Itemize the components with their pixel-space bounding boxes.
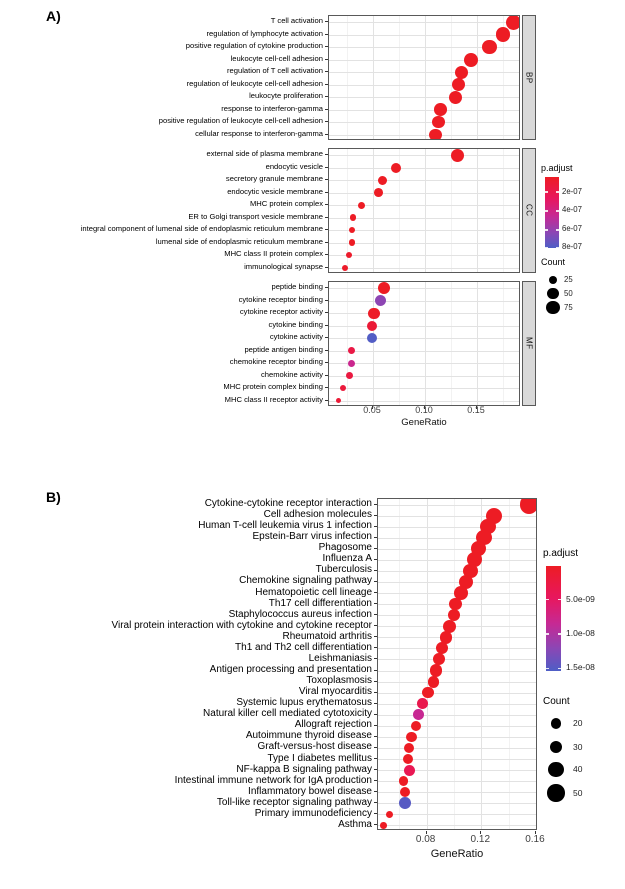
term-label: MHC protein complex binding	[223, 382, 323, 391]
enrichment-dot	[403, 754, 413, 764]
term-label: external side of plasma membrane	[206, 149, 323, 158]
legend-gradient-bar	[546, 566, 561, 671]
grid-row-line	[378, 571, 536, 572]
grid-row-line	[329, 301, 519, 302]
term-label: Toxoplasmosis	[306, 675, 372, 687]
grid-row-line	[378, 538, 536, 539]
legend-color-label: 4e-07	[562, 205, 582, 215]
enrichment-dot	[496, 27, 511, 42]
y-tick	[374, 769, 377, 770]
enrichment-dot	[346, 372, 353, 379]
legend-bar-tick	[546, 599, 549, 601]
grid-row-line	[378, 726, 536, 727]
legend-size-dot	[548, 762, 563, 777]
term-label: Th1 and Th2 cell differentiation	[235, 641, 372, 653]
y-tick	[374, 714, 377, 715]
term-label: Asthma	[338, 818, 372, 830]
facet-strip-label: CC	[524, 204, 534, 217]
grid-row-line	[329, 376, 519, 377]
enrichment-dot	[367, 333, 377, 343]
term-label: MHC protein complex	[249, 199, 323, 208]
grid-row-line	[378, 737, 536, 738]
grid-row-line	[329, 122, 519, 123]
term-label: Allograft rejection	[294, 719, 372, 731]
grid-row-line	[378, 748, 536, 749]
enrichment-dot	[386, 811, 394, 819]
legend-size-dot	[546, 301, 560, 315]
y-tick	[325, 192, 328, 193]
legend-size-label: 50	[564, 288, 573, 298]
enrichment-dot	[349, 239, 356, 246]
term-label: Natural killer cell mediated cytotoxicity	[203, 708, 372, 720]
y-tick	[374, 791, 377, 792]
y-tick	[374, 548, 377, 549]
enrichment-dot	[340, 385, 346, 391]
term-label: Leishmaniasis	[308, 652, 372, 664]
term-label: Primary immunodeficiency	[254, 807, 372, 819]
enrichment-dot	[378, 176, 387, 185]
enrichment-dot	[378, 282, 390, 294]
enrichment-dot	[404, 743, 414, 753]
enrichment-dot	[367, 321, 377, 331]
grid-row-line	[329, 351, 519, 352]
term-label: regulation of T cell activation	[227, 66, 323, 75]
legend-bar-tick	[546, 633, 549, 635]
grid-row-line	[329, 193, 519, 194]
y-tick	[374, 725, 377, 726]
grid-row-line	[378, 659, 536, 660]
legend-bar-tick	[558, 633, 561, 635]
legend-bar-tick	[545, 210, 548, 212]
grid-row-line	[329, 230, 519, 231]
term-label: positive regulation of cytokine production	[185, 41, 323, 50]
enrichment-dot	[358, 202, 365, 209]
y-tick	[325, 179, 328, 180]
go-enrichment-dotplot	[0, 0, 625, 440]
enrichment-dot	[336, 398, 341, 403]
facet-panel	[328, 148, 520, 273]
y-tick	[374, 614, 377, 615]
legend-bar-tick	[545, 247, 548, 249]
grid-row-line	[378, 626, 536, 627]
enrichment-dot	[400, 787, 410, 797]
legend-bar-tick	[558, 599, 561, 601]
legend-bar-tick	[556, 229, 559, 231]
enrichment-dot	[350, 214, 357, 221]
x-tick-label: 0.16	[525, 834, 545, 845]
y-tick	[374, 603, 377, 604]
term-label: Viral protein interaction with cytokine and cytokine receptor	[111, 619, 372, 631]
term-label: integral component of lumenal side of endoplasmic reticulum membrane	[80, 224, 323, 233]
y-tick	[374, 824, 377, 825]
enrichment-dot	[391, 163, 401, 173]
enrichment-dot	[432, 116, 444, 128]
grid-row-line	[329, 388, 519, 389]
legend-size-title: Count	[543, 696, 570, 707]
term-label: chemokine receptor binding	[229, 357, 323, 366]
x-axis-title: GeneRatio	[430, 848, 484, 860]
facet-panel	[328, 281, 520, 406]
legend-bar-tick	[545, 191, 548, 193]
legend-size-label: 50	[573, 787, 583, 798]
enrichment-dot	[411, 721, 421, 731]
term-label: immunological synapse	[244, 261, 323, 271]
y-tick	[325, 34, 328, 35]
term-label: cellular response to interferon-gamma	[195, 128, 323, 138]
facet-strip	[522, 281, 536, 406]
x-axis-title: GeneRatio	[401, 417, 447, 428]
y-tick	[325, 287, 328, 288]
y-tick	[325, 21, 328, 22]
facet-panel	[328, 15, 520, 140]
term-label: cytokine activity	[269, 332, 323, 341]
facet-panel	[377, 498, 537, 830]
enrichment-dot	[422, 687, 433, 698]
term-label: MHC class II receptor activity	[224, 394, 323, 404]
legend-color-label: 1.0e-08	[566, 628, 595, 638]
term-label: ER to Golgi transport vesicle membrane	[188, 211, 323, 221]
grid-row-line	[329, 180, 519, 181]
enrichment-dot	[348, 360, 355, 367]
enrichment-dot	[429, 129, 441, 140]
term-label: response to interferon-gamma	[221, 103, 323, 113]
grid-row-line	[378, 549, 536, 550]
term-label: Viral myocarditis	[298, 686, 372, 698]
y-tick	[374, 747, 377, 748]
grid-row-line	[378, 693, 536, 694]
y-tick	[374, 625, 377, 626]
y-tick	[325, 96, 328, 97]
enrichment-dot	[374, 188, 383, 197]
legend-color-label: 6e-07	[562, 224, 582, 234]
y-tick	[325, 121, 328, 122]
y-tick	[325, 154, 328, 155]
y-tick	[325, 400, 328, 401]
term-label: Rheumatoid arthritis	[282, 630, 372, 642]
legend-size-dot	[551, 718, 561, 728]
term-label: T cell activation	[270, 16, 323, 25]
enrichment-dot	[404, 765, 415, 776]
y-tick	[325, 46, 328, 47]
term-label: Systemic lupus erythematosus	[236, 697, 372, 709]
legend-size-label: 75	[564, 302, 573, 312]
enrichment-dot	[449, 91, 462, 104]
term-label: Cell adhesion molecules	[263, 509, 372, 521]
facet-strip-label: MF	[524, 337, 534, 350]
enrichment-dot	[464, 53, 478, 67]
x-tick-label: 0.15	[467, 405, 485, 415]
y-tick	[374, 658, 377, 659]
enrichment-dot	[428, 676, 440, 688]
grid-row-line	[329, 401, 519, 402]
legend-bar-tick	[546, 668, 549, 670]
term-label: peptide antigen binding	[244, 344, 323, 354]
y-tick	[325, 204, 328, 205]
grid-row-line	[378, 648, 536, 649]
term-label: Chemokine signaling pathway	[239, 575, 372, 587]
y-tick	[325, 134, 328, 135]
grid-row-line	[329, 72, 519, 73]
enrichment-dot	[452, 78, 465, 91]
y-tick	[374, 537, 377, 538]
enrichment-dot	[434, 103, 447, 116]
term-label: Inflammatory bowel disease	[248, 785, 372, 797]
enrichment-dot	[430, 664, 442, 676]
x-tick-label: 0.12	[470, 834, 491, 845]
panel-b-label: B)	[46, 489, 61, 505]
x-tick-label: 0.10	[415, 405, 433, 415]
grid-row-line	[329, 363, 519, 364]
y-tick	[374, 515, 377, 516]
legend-bar-tick	[556, 191, 559, 193]
term-label: NF-kappa B signaling pathway	[236, 763, 372, 775]
term-label: regulation of leukocyte cell-cell adhesion	[186, 78, 323, 88]
enrichment-dot	[399, 776, 409, 786]
term-label: Phagosome	[318, 542, 372, 554]
enrichment-dot	[406, 732, 416, 742]
legend-color-title: p.adjust	[541, 163, 573, 173]
grid-row-line	[329, 288, 519, 289]
grid-row-line	[378, 825, 536, 826]
enrichment-dot	[375, 295, 386, 306]
y-tick	[325, 217, 328, 218]
legend-color-label: 8e-07	[562, 242, 582, 252]
y-tick	[374, 636, 377, 637]
grid-row-line	[329, 268, 519, 269]
y-tick	[325, 229, 328, 230]
grid-row-line	[378, 505, 536, 506]
y-tick	[325, 362, 328, 363]
enrichment-dot	[506, 15, 520, 30]
term-label: cytokine binding	[268, 319, 323, 329]
facet-strip-label: BP	[524, 71, 534, 84]
legend-bar-tick	[556, 247, 559, 249]
y-tick	[325, 84, 328, 85]
term-label: cytokine receptor binding	[238, 294, 323, 304]
y-tick	[374, 570, 377, 571]
legend-size-label: 30	[573, 741, 583, 752]
grid-row-line	[378, 560, 536, 561]
y-tick	[374, 647, 377, 648]
grid-row-line	[378, 516, 536, 517]
grid-row-line	[378, 759, 536, 760]
y-tick	[374, 681, 377, 682]
y-tick	[374, 670, 377, 671]
grid-row-line	[378, 637, 536, 638]
grid-major-v	[536, 499, 537, 829]
grid-row-line	[378, 704, 536, 705]
grid-row-line	[378, 671, 536, 672]
legend-color-label: 2e-07	[562, 186, 582, 196]
legend-color-title: p.adjust	[543, 548, 579, 559]
y-tick	[374, 758, 377, 759]
grid-row-line	[329, 255, 519, 256]
y-tick	[325, 109, 328, 110]
term-label: leukocyte proliferation	[249, 91, 323, 100]
y-tick	[325, 387, 328, 388]
y-tick	[325, 375, 328, 376]
facet-strip	[522, 148, 536, 273]
term-label: peptide binding	[271, 282, 323, 291]
enrichment-dot	[380, 822, 387, 829]
legend-size-dot	[549, 276, 558, 285]
term-label: Graft-versus-host disease	[257, 741, 372, 753]
grid-row-line	[378, 582, 536, 583]
grid-row-line	[378, 682, 536, 683]
y-tick	[374, 526, 377, 527]
term-label: Cytokine-cytokine receptor interaction	[204, 498, 372, 509]
facet-strip	[522, 15, 536, 140]
legend-size-dot	[550, 741, 563, 754]
term-label: secretory granule membrane	[225, 174, 323, 183]
legend-size-label: 20	[573, 718, 583, 729]
term-label: Autoimmune thyroid disease	[245, 730, 372, 742]
legend-size-label: 25	[564, 275, 573, 285]
legend-size-dot	[547, 784, 564, 801]
enrichment-dot	[348, 347, 355, 354]
y-tick	[374, 780, 377, 781]
y-tick	[374, 559, 377, 560]
term-label: leukocyte cell-cell adhesion	[230, 53, 323, 63]
grid-row-line	[329, 338, 519, 339]
enrichment-dot	[455, 66, 468, 79]
term-label: Antigen processing and presentation	[209, 664, 372, 675]
term-label: Hematopoietic cell lineage	[255, 586, 372, 598]
legend-gradient-bar	[545, 177, 559, 248]
y-tick	[325, 350, 328, 351]
term-label: Tuberculosis	[315, 564, 372, 576]
enrichment-dot	[520, 498, 537, 514]
y-tick	[374, 703, 377, 704]
grid-row-line	[378, 770, 536, 771]
grid-row-line	[329, 168, 519, 169]
legend-bar-tick	[545, 229, 548, 231]
legend-size-dot	[547, 288, 559, 300]
y-tick	[325, 71, 328, 72]
term-label: Influenza A	[322, 553, 372, 565]
y-tick	[374, 736, 377, 737]
grid-row-line	[329, 326, 519, 327]
term-label: positive regulation of leukocyte cell-cell adhesion	[158, 116, 323, 125]
term-label: lumenal side of endoplasmic reticulum membrane	[155, 236, 323, 246]
grid-row-line	[378, 715, 536, 716]
enrichment-dot	[349, 227, 356, 234]
enrichment-dot	[368, 308, 379, 319]
y-tick	[325, 267, 328, 268]
term-label: MHC class II protein complex	[224, 249, 323, 258]
grid-row-line	[329, 97, 519, 98]
y-tick	[325, 300, 328, 301]
term-label: cytokine receptor activity	[239, 307, 323, 316]
grid-row-line	[329, 155, 519, 156]
y-tick	[374, 692, 377, 693]
y-tick	[325, 167, 328, 168]
y-tick	[374, 581, 377, 582]
enrichment-dot	[417, 698, 428, 709]
term-label: endocytic vesicle	[265, 161, 323, 171]
grid-row-line	[329, 85, 519, 86]
y-tick	[325, 337, 328, 338]
legend-size-title: Count	[541, 257, 566, 267]
x-tick-label: 0.08	[415, 834, 436, 845]
term-label: Th17 cell differentiation	[268, 597, 372, 609]
y-tick	[325, 325, 328, 326]
y-tick	[325, 312, 328, 313]
grid-row-line	[378, 527, 536, 528]
legend-bar-tick	[558, 668, 561, 670]
y-tick	[374, 592, 377, 593]
term-label: endocytic vesicle membrane	[227, 186, 323, 196]
term-label: Staphylococcus aureus infection	[228, 608, 372, 620]
legend-color-label: 1.5e-08	[566, 662, 595, 673]
enrichment-dot	[346, 252, 352, 258]
kegg-enrichment-dotplot	[0, 440, 625, 889]
term-label: Toll-like receptor signaling pathway	[216, 796, 372, 808]
y-tick	[374, 813, 377, 814]
enrichment-dot	[342, 265, 348, 271]
term-label: regulation of lymphocyte activation	[206, 28, 323, 38]
grid-row-line	[329, 135, 519, 136]
grid-row-line	[329, 313, 519, 314]
grid-row-line	[378, 814, 536, 815]
grid-row-line	[329, 35, 519, 36]
legend-bar-tick	[556, 210, 559, 212]
legend-size-label: 40	[573, 764, 583, 775]
legend-color-label: 5.0e-09	[566, 593, 595, 604]
y-tick	[374, 802, 377, 803]
enrichment-dot	[482, 40, 496, 54]
term-label: Intestinal immune network for IgA production	[174, 774, 372, 786]
grid-row-line	[329, 22, 519, 23]
y-tick	[325, 59, 328, 60]
grid-row-line	[329, 60, 519, 61]
enrichment-dot	[451, 149, 464, 162]
panel-a-label: A)	[46, 8, 61, 24]
grid-row-line	[329, 218, 519, 219]
enrichment-dot	[413, 709, 424, 720]
x-tick-label: 0.05	[363, 405, 381, 415]
grid-row-line	[329, 110, 519, 111]
term-label: chemokine activity	[260, 369, 323, 379]
grid-row-line	[329, 243, 519, 244]
y-tick	[325, 242, 328, 243]
enrichment-dot	[399, 797, 411, 809]
y-tick	[374, 504, 377, 505]
term-label: Epstein-Barr virus infection	[252, 531, 372, 543]
y-tick	[325, 254, 328, 255]
term-label: Human T-cell leukemia virus 1 infection	[198, 520, 372, 532]
term-label: Type I diabetes mellitus	[267, 752, 372, 764]
